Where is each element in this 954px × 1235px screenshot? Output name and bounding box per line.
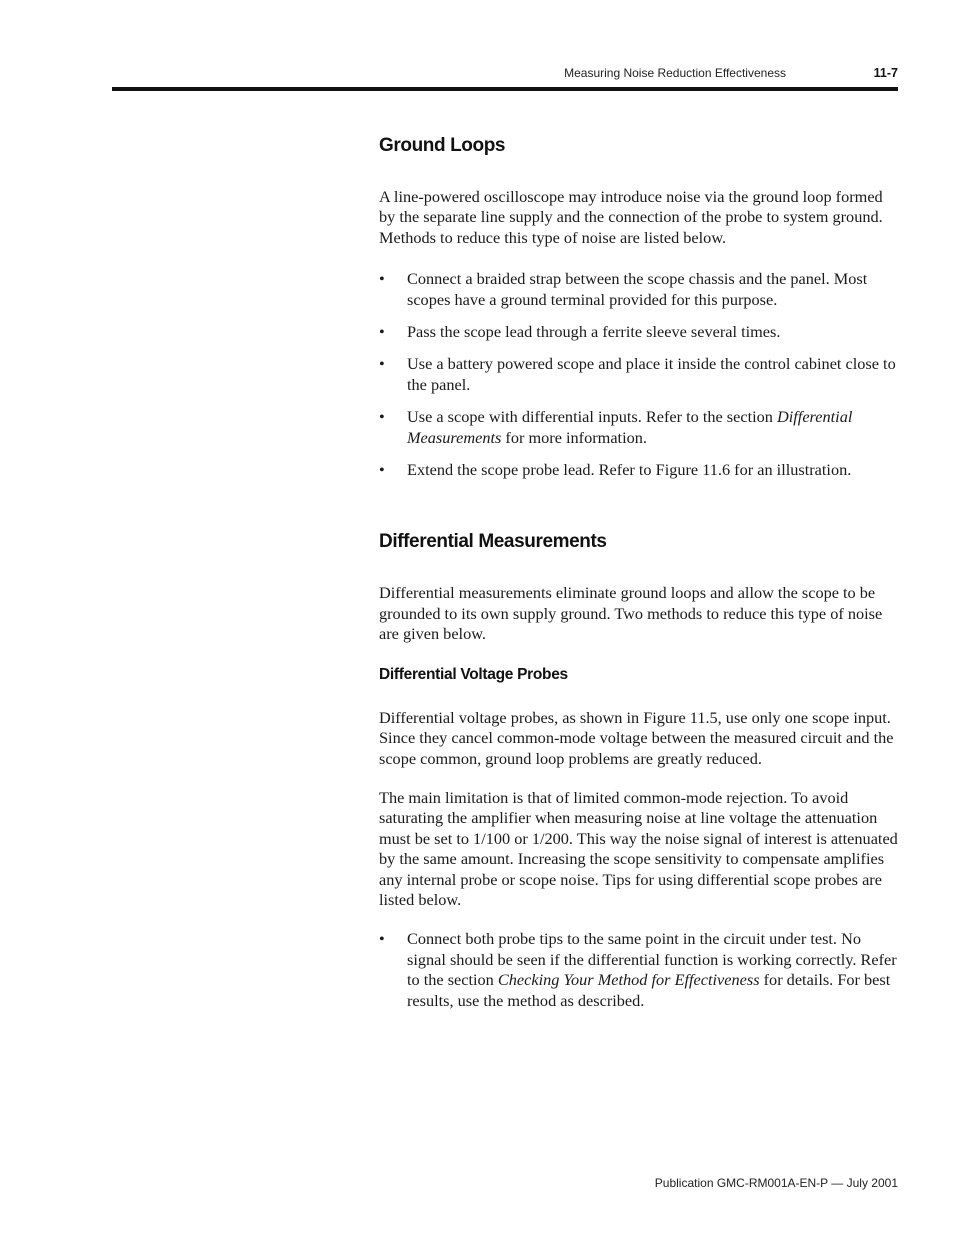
bullet-icon: • (379, 407, 385, 427)
list-item (379, 322, 899, 342)
page-number: 11-7 (873, 66, 898, 80)
ground-loops-intro: A line-powered oscilloscope may introduce noise via the ground loop formed by the separate line supply and the connection of the probe to system ground. Methods to reduce this type of noise are listed below. (379, 187, 883, 247)
probes-paragraph-2: The main limitation is that of limited common-mode rejection. To avoid saturating the amplifier when measuring noise at line voltage the attenuation must be set to 1/100 or 1/200. This way the noise signal of interest is attenuated by the same amount. Increasing the scope sensitivity to compensate amplifies any internal probe or scope noise. Tips for using differential scope probes are listed below. (379, 787, 898, 909)
ground-loops-heading: Ground Loops (379, 135, 506, 156)
publication-footer: Publication GMC-RM001A-EN-P — July 2001 (654, 1176, 898, 1190)
differential-voltage-probes-heading: Differential Voltage Probes (379, 665, 568, 683)
ground-loops-list (379, 269, 899, 480)
cross-reference: Differential Measurements (407, 407, 853, 447)
list-item (379, 460, 899, 480)
list-item-text: Pass the scope lead through a ferrite sleeve several times. (407, 322, 781, 342)
list-item-text: Extend the scope probe lead. Refer to Figure 11.6 for an illustration. (407, 460, 852, 480)
main-content (379, 133, 899, 1011)
bullet-icon: • (379, 929, 385, 949)
list-item (379, 407, 899, 448)
list-item-text: Use a battery powered scope and place it inside the control cabinet close to the panel. (407, 354, 896, 394)
bullet-icon: • (379, 354, 385, 374)
differential-measurements-heading: Differential Measurements (379, 531, 607, 553)
running-header-title: Measuring Noise Reduction Effectiveness (564, 66, 786, 80)
bullet-icon: • (379, 460, 385, 480)
list-item-text: Use a scope with differential inputs. Refer to the section Differential Measurements for more information. (407, 407, 853, 447)
differential-intro: Differential measurements eliminate ground loops and allow the scope to be grounded to its own supply ground. Two methods to reduce this type of noise are given below. (379, 583, 883, 644)
list-item (379, 269, 899, 310)
page-header (112, 60, 898, 90)
list-item (379, 354, 899, 395)
bullet-icon: • (379, 322, 385, 342)
cross-reference: Checking Your Method for Effectiveness (497, 970, 760, 990)
list-item-text: Connect a braided strap between the scope chassis and the panel. Most scopes have a ground terminal provided for this purpose. (407, 269, 868, 309)
header-rule (112, 87, 898, 91)
bullet-icon: • (379, 269, 385, 289)
list-item-text: Connect both probe tips to the same point in the circuit under test. No signal should be seen if the differential function is working correctly. Refer to the section Checking Your Method for Effectiveness for details. For best results, use the method as described. (407, 929, 897, 1010)
list-item (379, 929, 899, 1011)
probes-paragraph-1: Differential voltage probes, as shown in Figure 11.5, use only one scope input. Since they cancel common-mode voltage between the measured circuit and the scope common, ground loop problems are greatly reduced. (379, 707, 894, 768)
probe-tips-list (379, 929, 899, 1011)
